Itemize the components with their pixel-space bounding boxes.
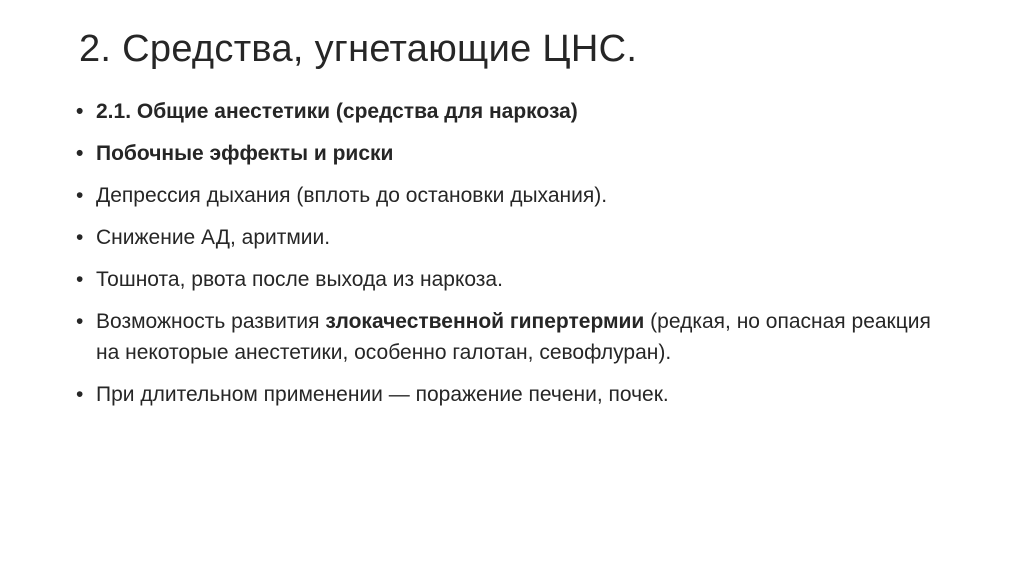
bullet-text: Депрессия дыхания (вплоть до остановки дыхания). (96, 184, 608, 207)
bullet-item-general-anesthetics (70, 96, 950, 127)
bullet-item-malignant-hyperthermia (70, 306, 950, 368)
bullet-marker: • (76, 383, 84, 406)
slide-title: 2. Средства, угнетающие ЦНС. (79, 28, 638, 70)
bullet-marker: • (76, 226, 84, 249)
bullet-marker: • (76, 268, 84, 291)
bullet-text: При длительном применении — поражение печени, почек. (96, 383, 669, 406)
bullet-marker: • (76, 184, 84, 207)
bullet-text: Тошнота, рвота после выхода из наркоза. (96, 268, 503, 291)
bullet-item-liver-kidney (70, 379, 950, 410)
bullet-text: Снижение АД, аритмии. (96, 226, 331, 249)
bullet-marker: • (76, 142, 84, 165)
bullet-marker: • (76, 310, 84, 333)
bullet-text-before: Возможность развития (96, 310, 326, 333)
bullet-item-nausea (70, 264, 950, 295)
bullet-item-side-effects (70, 138, 950, 169)
bullet-text-after: (редкая, но опасная реакция на некоторые анестетики, особенно галотан, севофлуран). (96, 310, 931, 364)
bullet-text-emphasis: злокачественной гипертермии (325, 310, 645, 333)
bullet-marker: • (76, 100, 84, 123)
bullet-item-respiratory-depression (70, 180, 950, 211)
bullet-text: Побочные эффекты и риски (96, 142, 394, 165)
bullet-text: 2.1. Общие анестетики (средства для наркоза) (96, 100, 578, 123)
bullet-item-hypotension (70, 222, 950, 253)
bullet-list (70, 96, 950, 421)
